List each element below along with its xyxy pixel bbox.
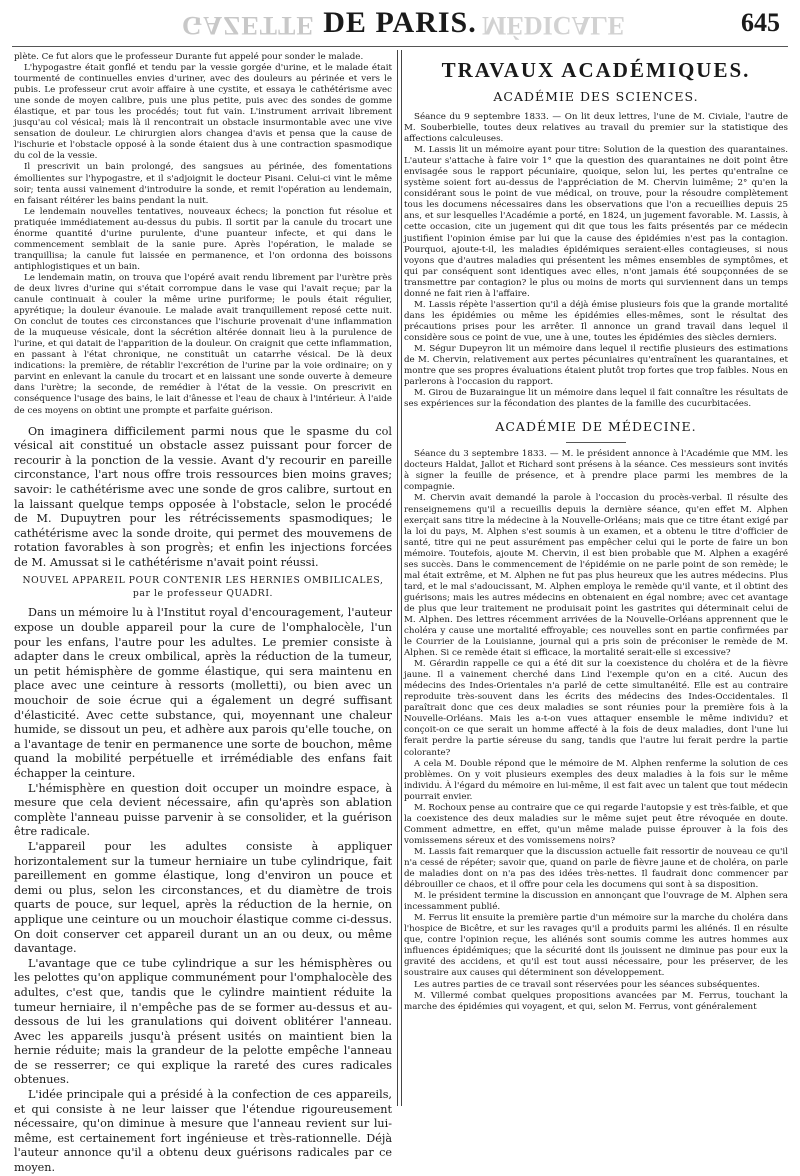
paragraph: A cela M. Double répond que le mémoire de M. Alphen renferme la solution de ces problèmes. On y voit plusieurs exemples des deux maladies à la fois sur le même individu. À l'égard du mémoire en lui-même, il est fait avec un talent que tout médecin pourrait envier. [404,758,788,802]
paragraph: M. Chervin avait demandé la parole à l'occasion du procès-verbal. Il résulte des renseignemens qu'il a recueillis depuis la dernière séance, qu'en effet M. Alphen exerçait sans titre la médecine à la Nouvelle-Orléans; mais que ce titre étant exigé par la loi du pays, M. Alphen s'est soumis à un examen, et a obtenu le titre d'officier de santé, titre qui ne peut assurément pas empêcher celui qui le porte de faire un bon mémoire. Toutefois, ajoute M. Chervin, il est bien probable que M. Alphen a exagéré ses succès. Dans le commencement de l'épidémie on ne parle point de son remède; le mal était extrême, et M. Alphen ne fut pas plus heureux que les autres médecins. Plus tard, et le mal s'adoucissant, M. Alphen employa le remède qu'il vante, et il obtint des guérisons; mais les autres médecins en obtenaient en égal nombre; avec cet avantage de plus que leur traitement ne produisait point les gastrites qui déterminait celui de M. Alphen. Des lettres récemment arrivées de la Nouvelle-Orléans apprennent que le choléra y cause une mortalité effroyable; ces nouvelles sont en partie confirmées par le Courrier de la Louisianne, journal qui a pris soin de préconiser le remède de M. Alphen. Si ce remède était si efficace, la mortalité serait-elle si excessive? [404,493,788,659]
paragraph: M. Rochoux pense au contraire que ce qui regarde l'autopsie y est très-faible, et que la coexistence des deux maladies sur le même sujet peut être révoquée en doute. Comment admettre, en effet, qu'un même malade puisse éprouver à la fois des vomissemens séreux et des vomissemens noirs? [404,802,788,846]
heading-rule [566,442,626,443]
academy-heading: ACADÉMIE DE MÉDECINE. [495,419,697,435]
right-column [404,52,788,1106]
left-column [14,52,392,1175]
paragraph: plète. Ce fut alors que le professeur Durante fut appelé pour sonder le malade. [14,52,364,62]
paragraph: M. Ferrus lit ensuite la première partie d'un mémoire sur la marche du choléra dans l'hospice de Bicêtre, et sur les ravages qu'il a produits parmi les aliénés. Il en résulte que, contre l'opinion reçue, les aliénés sont soumis comme les autres hommes aux influences épidémiques; que la sécurité dont ils jouissent ne diminue pas pour eux la gravité des accidens, et qu'il est tout aussi nécessaire, pour les préserver, de les soustraire aux causes qui déterminent son développement. [404,913,788,979]
paragraph: L'hypogastre était gonflé et tendu par la vessie gorgée d'urine, et le malade était tourmenté de continuelles envies d'uriner, avec des douleurs au périnée et vers le pubis. Le professeur crut avoir affaire à une cystite, et essaya le cathétérisme avec une sonde de moyen calibre, puis une plus petite, puis avec des sondes de gomme élastique, et par tous les procédés; tout fut vain. L'instrument arrivait librement jusqu'au col vésical; mais là il rencontrait un obstacle insurmontable avec une vive sensation de douleur. Le chirurgien alors changea d'avis et pensa que la cause de l'ischurie et l'obstacle opposé à la sonde étaient dus à une contraction spasmodique du col de la vessie. [14,63,392,162]
paragraph: Séance du 3 septembre 1833. — M. le président annonce à l'Académie que MM. les docteurs Haldat, Jallot et Richard sont présens à la séance. Ces messieurs sont invités à signer la feuille de présence, et à prendre place parmi les membres de la compagnie. [404,449,788,493]
paragraph: M. Lassis lit un mémoire ayant pour titre: Solution de la question des quarantaines. L'auteur s'attache à faire voir 1° que la question des quarantaines ne doit point être envisagée sous le rapport pécuniaire, quoique, selon lui, les pertes qu'entraîne ce système soient fort au-dessus de l'appréciation de M. Chervin luimême; 2° qu'en la considérant sous le point de vue médical, on trouve, pour la résoudre complètement tous les documens nécessaires dans les observations que l'on a recueillies depuis 25 ans, et sur lesquelles l'Académie a porté, en 1824, un jugement favorable. M. Lassis, à cette occasion, cite un jugement qui dit que tous les faits présentés par ce médecin justifient l'opinion émise par lui que la cause des épidémies n'est pas la contagion. Pourquoi, ajoute-t-il, les maladies épidémiques seraient-elles contagieuses, si nous voyons que d'autres maladies qui présentent les mêmes ensembles de symptômes, et qui par conséquent sont identiques avec elles, n'ont jamais été soupçonnées de se transmettre par contagion? le plus ou moins de morts qui surviennent dans un temps donné ne fait rien à l'affaire. [404,145,788,299]
paragraph: M. Lassis répète l'assertion qu'il a déjà émise plusieurs fois que la grande mortalité dans les épidémies ou même les épidémies elles-mêmes, sont le résultat des précautions prises pour les arrêter. Il annonce un grand travail dans lequel il considère sous ce point de vue, une à une, toutes les épidémies des siècles derniers. [404,299,788,343]
page-header [12,6,788,44]
article-title: NOUVEL APPAREIL POUR CONTENIR LES HERNIES OMBILICALES, par le professeur QUADRI. [22,575,384,600]
medecine-text [404,449,788,1012]
commentary-text [14,425,392,571]
paragraph: Le lendemain matin, on trouva que l'opéré avait rendu librement par l'urètre près de deux livres d'urine qui s'était corrompue dans le vase qui l'avait reçue; par la canule continuait à couler la même urine puriforme; le pouls était régulier, apyrétique; la douleur évanouie. Le malade avait tranquillement reposé cette nuit. On conclut de toutes ces circonstances que l'ischurie provenait d'une inflammation de la muqueuse vésicale, dont la sécrétion altérée donnait lieu à la purulence de l'urine, et qui datait de l'apparition de la douleur. On craignit que cette inflammation, en passant à l'état chronique, ne constituât un catarrhe vésical. De là deux indications: la première, de rétablir l'excrétion de l'urine par la voie ordinaire; on y parvint en enlevant la canule du trocart et en laissant une sonde ouverte à demeure dans l'urètre; la seconde, de remédier à l'état de la vessie. On prescrivit en conséquence l'usage des bains, le lait d'ânesse et l'eau de chaux à l'intérieur. À l'aide de ces moyens on obtint une prompte et parfaite guérison. [14,272,392,416]
paragraph: Séance du 9 septembre 1833. — On lit deux lettres, l'une de M. Civiale, l'autre de M. Souberbielle, toutes deux relatives au travail du premier sur la statistique des affections calculeuses. [404,112,788,145]
paragraph: M. Villermé combat quelques propositions avancées par M. Ferrus, touchant la marche des épidémies qui voyagent, et qui, selon M. Ferrus, vont généralement [404,990,788,1012]
column-divider [397,50,402,1106]
case-report-text [14,52,392,417]
hernia-article-text [14,606,392,1175]
paragraph: M. Lassis fait remarquer que la discussion actuelle fait ressortir de nouveau ce qu'il n'a cessé de répéter; savoir que, quand on parle de fièvre jaune et de choléra, on parle de maladies dont on n'a pas des idées très-nettes. Il faudrait donc commencer par débrouiller ce chaos, et il offre pour cela les documens qui sont à sa disposition. [404,846,788,891]
paragraph: L'avantage que ce tube cylindrique a sur les hémisphères ou les pelottes qu'on applique communément pour l'omphalocèle des adultes, c'est que, tandis que le cylindre maintient réduite la tumeur herniaire, il n'empêche pas de se former au-dessus et au-dessous de lui les granulations qui doivent oblitérer l'anneau. Avec les appareils jusqu'à présent usités on maintient bien la hernie réduite; mais la grandeur de la pelotte empêche l'anneau de se resserrer; ce qui explique la rareté des cures radicales obtenues. [14,956,392,1087]
paragraph: Les autres parties de ce travail sont réservées pour les séances subséquentes. [414,979,760,990]
running-title: DE PARIS. [323,6,477,39]
paragraph: M. le président termine la discussion en annonçant que l'ouvrage de M. Alphen sera incessamment publié. [404,891,788,913]
paragraph: Le lendemain nouvelles tentatives, nouveaux échecs; la ponction fut résolue et pratiquée immédiatement au-dessus du pubis. Il sortit par la canule du trocart une énorme quantité d'urine purulente, d'une puanteur infecte, et qui dans le commencement semblait de la sanie pure. Après l'opération, le malade se tranquillisa; la canule fut laissée en permanence, et l'on ordonna des boissons antiphlogistiques et un bain. [14,206,392,272]
paragraph: L'appareil pour les adultes consiste à appliquer horizontalement sur la tumeur herniaire un tube cylindrique, fait pareillement en gomme élastique, long d'environ un pouce et demi ou plus, selon les circonstances, et du diamètre de trois quarts de pouce, sur lequel, après la réduction de la hernie, on applique une ceinture ou un mouchoir élastique comme ci-dessus. On doit conserver cet appareil durant un an ou deux, ou même davantage. [14,839,392,956]
paragraph: L'hémisphère en question doit occuper un moindre espace, à mesure que cela devient nécessaire, afin qu'après son ablation complète l'anneau puisse parvenir à se consolider, et la guérison être radicale. [14,781,392,839]
section-heading: TRAVAUX ACADÉMIQUES. [441,58,751,82]
page-number: 645 [741,8,780,37]
paragraph: Il prescrivit un bain prolongé, des sangsues au périnée, des fomentations émollientes sur l'hypogastre, et il s'adjoignit le docteur Pisani. Celui-ci vint le même soir; tenta aussi vainement d'introduire la sonde, et remit l'opération au lendemain, en faisant réitérer les bains pendant la nuit. [14,162,392,206]
paragraph: Dans un mémoire lu à l'Institut royal d'encouragement, l'auteur expose un double appareil pour la cure de l'omphalocèle, l'un pour les enfans, l'autre pour les adultes. Le premier consiste à adapter dans le creux ombilical, après la réduction de la tumeur, un petit hémisphère de gomme élastique, qui sera maintenu en place avec une ceinture à ressorts (molletti), ou bien avec un mouchoir de soie écrue qui a également un degré suffisant d'élasticité. Avec cette substance, qui, moyennant une chaleur humide, se dissout un peu, et adhère aux parois qu'elle touche, on a l'avantage de tenir en permanence une sorte de bouchon, même quand la mobilité perpétuelle et irrémédiable des enfans fait échapper la ceinture. [14,606,392,781]
bleed-through-text: GAZETTE [182,11,315,40]
paragraph: On imaginera difficilement parmi nous que le spasme du col vésical ait constitué un obstacle assez puissant pour forcer de recourir à la ponction de la vessie. Avant d'y recourir en pareille circonstance, l'art nous offre trois ressources bien moins graves; savoir: le cathétérisme avec une sonde de gros calibre, surtout en la laissant quelque temps opposée à l'obstacle, selon le procédé de M. Dupuytren pour les rétrécissements spasmodiques; le cathétérisme avec la sonde droite, qui permet des mouvemens de rotation favorables à son progrès; et enfin les injections forcées de M. Amussat si le cathétérisme n'avait point réussi. [14,424,392,569]
academy-heading: ACADÉMIE DES SCIENCES. [493,89,699,104]
paragraph: L'idée principale qui a présidé à la confection de ces appareils, et qui consiste à ne leur laisser que l'étendue rigoureusement nécessaire, qu'on diminue à mesure que l'anneau revient sur lui-même, est certainement fort ingénieuse et très-rationnelle. Déjà l'auteur annonce qu'il a obtenu deux guérisons radicales par ce moyen. [14,1088,392,1175]
paragraph: M. Ségur Dupeyron lit un mémoire dans lequel il rectifie plusieurs des estimations de M. Chervin, relativement aux pertes pécuniaires qu'entraînent les quarantaines, et montre que ses propres évaluations étaient plutôt trop fortes que trop faibles. Nous en parlerons à l'occasion du rapport. [404,343,789,388]
paragraph: M. Gérardin rappelle ce qui a été dit sur la coexistence du choléra et de la fièvre jaune. Il a vainement cherché dans Lind l'exemple qu'on en a cité. Aucun des médecins des Indes-Orientales n'a parlé de cette simultanéité. Elle est au contraire reproduite très-souvent dans les écrits des médecins des Indes-Occidentales. Il paraîtrait donc que ces deux maladies se sont réunies pour la première fois à la Nouvelle-Orléans. Mais les a-t-on vues attaquer ensemble le même individu? et conçoit-on ce que serait un homme affecté à la fois de deux maladies, dont l'une lui ferait perdre la partie séreuse du sang, tandis que l'autre lui ferait perdre la partie colorante? [404,659,788,758]
sciences-text [404,112,788,410]
header-rule [12,46,788,47]
paragraph: M. Girou de Buzaraingue lit un mémoire dans lequel il fait connaître les résultats de ses expériences sur la fécondation des plantes de la famille des cucurbitacées. [404,388,788,410]
bleed-through-text-2: MÉDICALE [482,11,626,40]
